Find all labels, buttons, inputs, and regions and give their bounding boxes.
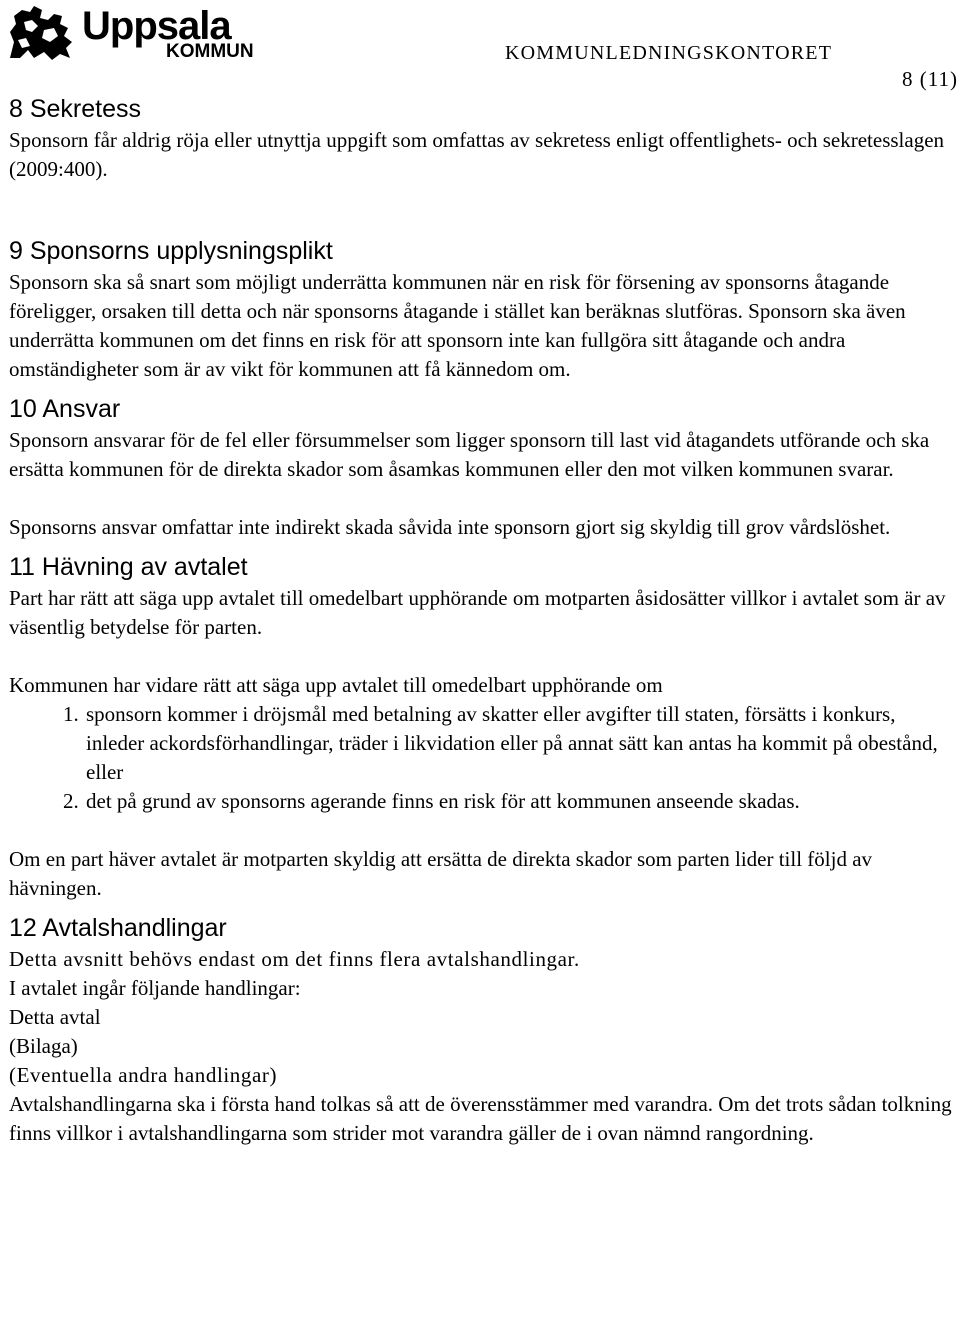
list-item: 1. sponsorn kommer i dröjsmål med betalning av skatter eller avgifter till staten, försätts i konkurs, inleder ackordsförhandlingar, träder i likvidation eller på annat sätt kan antas ha kommit på obestånd, eller: [84, 700, 954, 787]
section-8-paragraph: Sponsorn får aldrig röja eller utnyttja uppgift som omfattas av sekretess enligt offentlighets- och sekretesslagen (2009:400).: [9, 128, 945, 181]
document-body: [9, 92, 954, 1148]
logo-wordmark: Uppsala: [82, 4, 231, 48]
section-12-heading: 12 Avtalshandlingar: [9, 914, 227, 942]
section-11-paragraph-3: Om en part häver avtalet är motparten skyldig att ersätta de direkta skador som parten lider till följd av hävningen.: [9, 847, 873, 900]
section-9-paragraph: Sponsorn ska så snart som möjligt underrätta kommunen när en risk för försening av sponsorns åtagande föreligger, orsaken till detta och när sponsorns åtagande i stället kan beräknas slutföras. Sponsorn ska även underrätta kommunen om det finns en risk för att sponsorn inte kan fullgöra sitt åtagande och andra omständigheter som är av vikt för kommunen att få kännedom om.: [9, 270, 906, 381]
section-12-note: Detta avsnitt behövs endast om det finns flera avtalshandlingar.: [9, 947, 580, 971]
section-12-intro: I avtalet ingår följande handlingar:: [9, 976, 301, 1000]
section-8-heading: 8 Sekretess: [9, 95, 142, 123]
section-11-paragraph-1: Part har rätt att säga upp avtalet till omedelbart upphörande om motparten åsidosätter villkor i avtalet som är av väsentlig betydelse för parten.: [9, 586, 946, 639]
page-header: [0, 0, 960, 91]
section-12-line-2: (Bilaga): [9, 1034, 78, 1058]
section-10-paragraph-1: Sponsorn ansvarar för de fel eller försummelser som ligger sponsorn till last vid åtagandets utförande och ska ersätta kommunen för de direkta skador som åsamkas kommunen eller den mot vilken kommunen svarar.: [9, 428, 930, 481]
section-10-heading: 10 Ansvar: [9, 395, 121, 423]
department-name: KOMMUNLEDNINGSKONTORET: [505, 42, 833, 64]
uppsala-kommun-logo: [4, 2, 266, 64]
section-10-paragraph-2: Sponsorns ansvar omfattar inte indirekt skada såvida inte sponsorn gjort sig skyldig till grov vårdslöshet.: [9, 515, 891, 539]
section-9-heading: 9 Sponsorns upplysningsplikt: [9, 237, 333, 265]
page-number: 8 (11): [902, 67, 958, 91]
list-item: 2. det på grund av sponsorns agerande finns en risk för att kommunen anseende skadas.: [84, 787, 954, 816]
section-11-paragraph-2: Kommunen har vidare rätt att säga upp avtalet till omedelbart upphörande om: [9, 673, 663, 697]
logo-subtitle: KOMMUN: [166, 41, 254, 62]
section-12-line-3: (Eventuella andra handlingar): [9, 1063, 278, 1087]
section-11-heading: 11 Hävning av avtalet: [9, 553, 248, 581]
section-12-line-1: Detta avtal: [9, 1005, 101, 1029]
termination-list: [9, 700, 954, 816]
section-12-paragraph: Avtalshandlingarna ska i första hand tolkas så att de överensstämmer med varandra. Om det trots sådan tolkning finns villkor i avtalshandlingarna som strider mot varandra gäller de i ovan nämnd rangordning.: [9, 1092, 952, 1145]
lion-crest-icon: [4, 2, 78, 62]
